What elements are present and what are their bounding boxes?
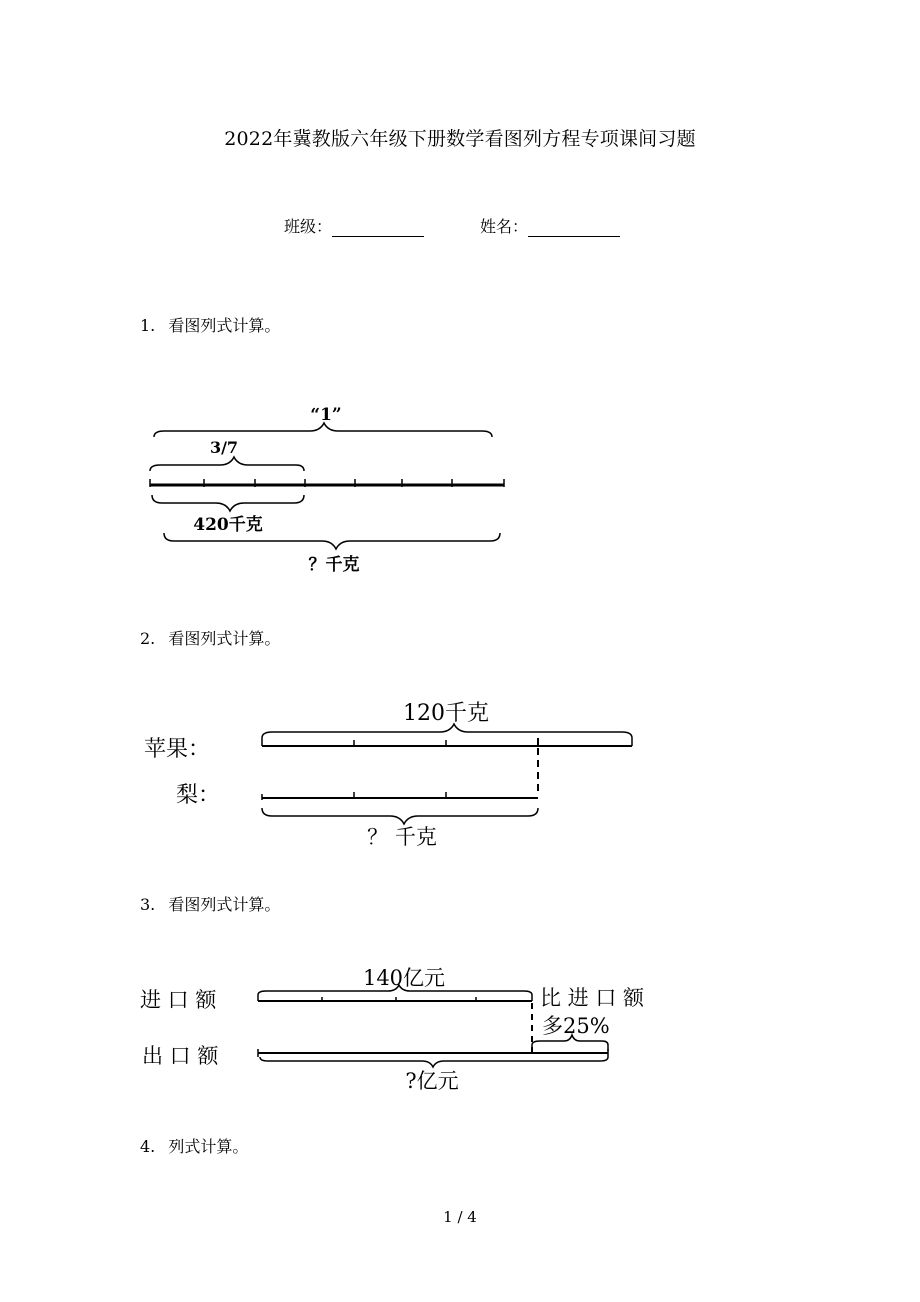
figure-3-line-segment — [140, 955, 700, 1095]
question-4 — [140, 1134, 248, 1157]
brace-amount — [152, 495, 304, 511]
class-label: 班级： — [284, 217, 333, 236]
label-apple-total: 120千克 — [403, 701, 489, 726]
question-number: 4. — [140, 1137, 156, 1156]
brace-part — [150, 457, 304, 471]
page-indicator: 1 / 4 — [443, 1208, 477, 1226]
question-2 — [140, 626, 280, 649]
brace-whole — [154, 423, 492, 437]
brace-total — [164, 533, 500, 549]
class-blank[interactable] — [332, 218, 424, 237]
name-label: 姓名： — [480, 217, 529, 236]
label-part-amount: 420千克 — [193, 515, 263, 535]
label-pear: 梨： — [176, 783, 221, 808]
label-export: 出 口 额 — [142, 1044, 219, 1068]
question-number: 3. — [140, 895, 156, 914]
label-more-line2: 多25% — [542, 1014, 610, 1038]
question-text: 列式计算。 — [168, 1137, 249, 1156]
question-number: 1. — [140, 316, 156, 335]
question-text: 看图列式计算。 — [168, 895, 281, 914]
label-pear-unknown: ？ 千克 — [367, 825, 437, 849]
label-total-unknown: ？千克 — [308, 555, 360, 575]
page-title: 2022年冀教版六年级下册数学看图列方程专项课间习题 — [224, 128, 696, 150]
brace-apple — [262, 724, 632, 746]
question-number: 2. — [140, 629, 156, 648]
label-more-line1: 比 进 口 额 — [540, 986, 645, 1010]
question-3 — [140, 892, 280, 915]
label-import: 进 口 额 — [140, 988, 217, 1012]
question-text: 看图列式计算。 — [168, 316, 281, 335]
brace-pear — [262, 808, 538, 824]
label-whole: “1” — [310, 405, 342, 425]
label-apple: 苹果： — [144, 737, 211, 762]
student-info — [284, 214, 620, 237]
label-import-total: 140亿元 — [362, 966, 446, 990]
brace-export — [260, 1057, 608, 1067]
figure-2-line-segment — [140, 690, 660, 860]
name-blank[interactable] — [528, 218, 620, 237]
figure-1-line-segment — [130, 395, 530, 585]
label-fraction: 3/7 — [209, 438, 239, 457]
label-export-unknown: ?亿元 — [405, 1069, 459, 1093]
question-1 — [140, 313, 280, 336]
question-text: 看图列式计算。 — [168, 629, 281, 648]
